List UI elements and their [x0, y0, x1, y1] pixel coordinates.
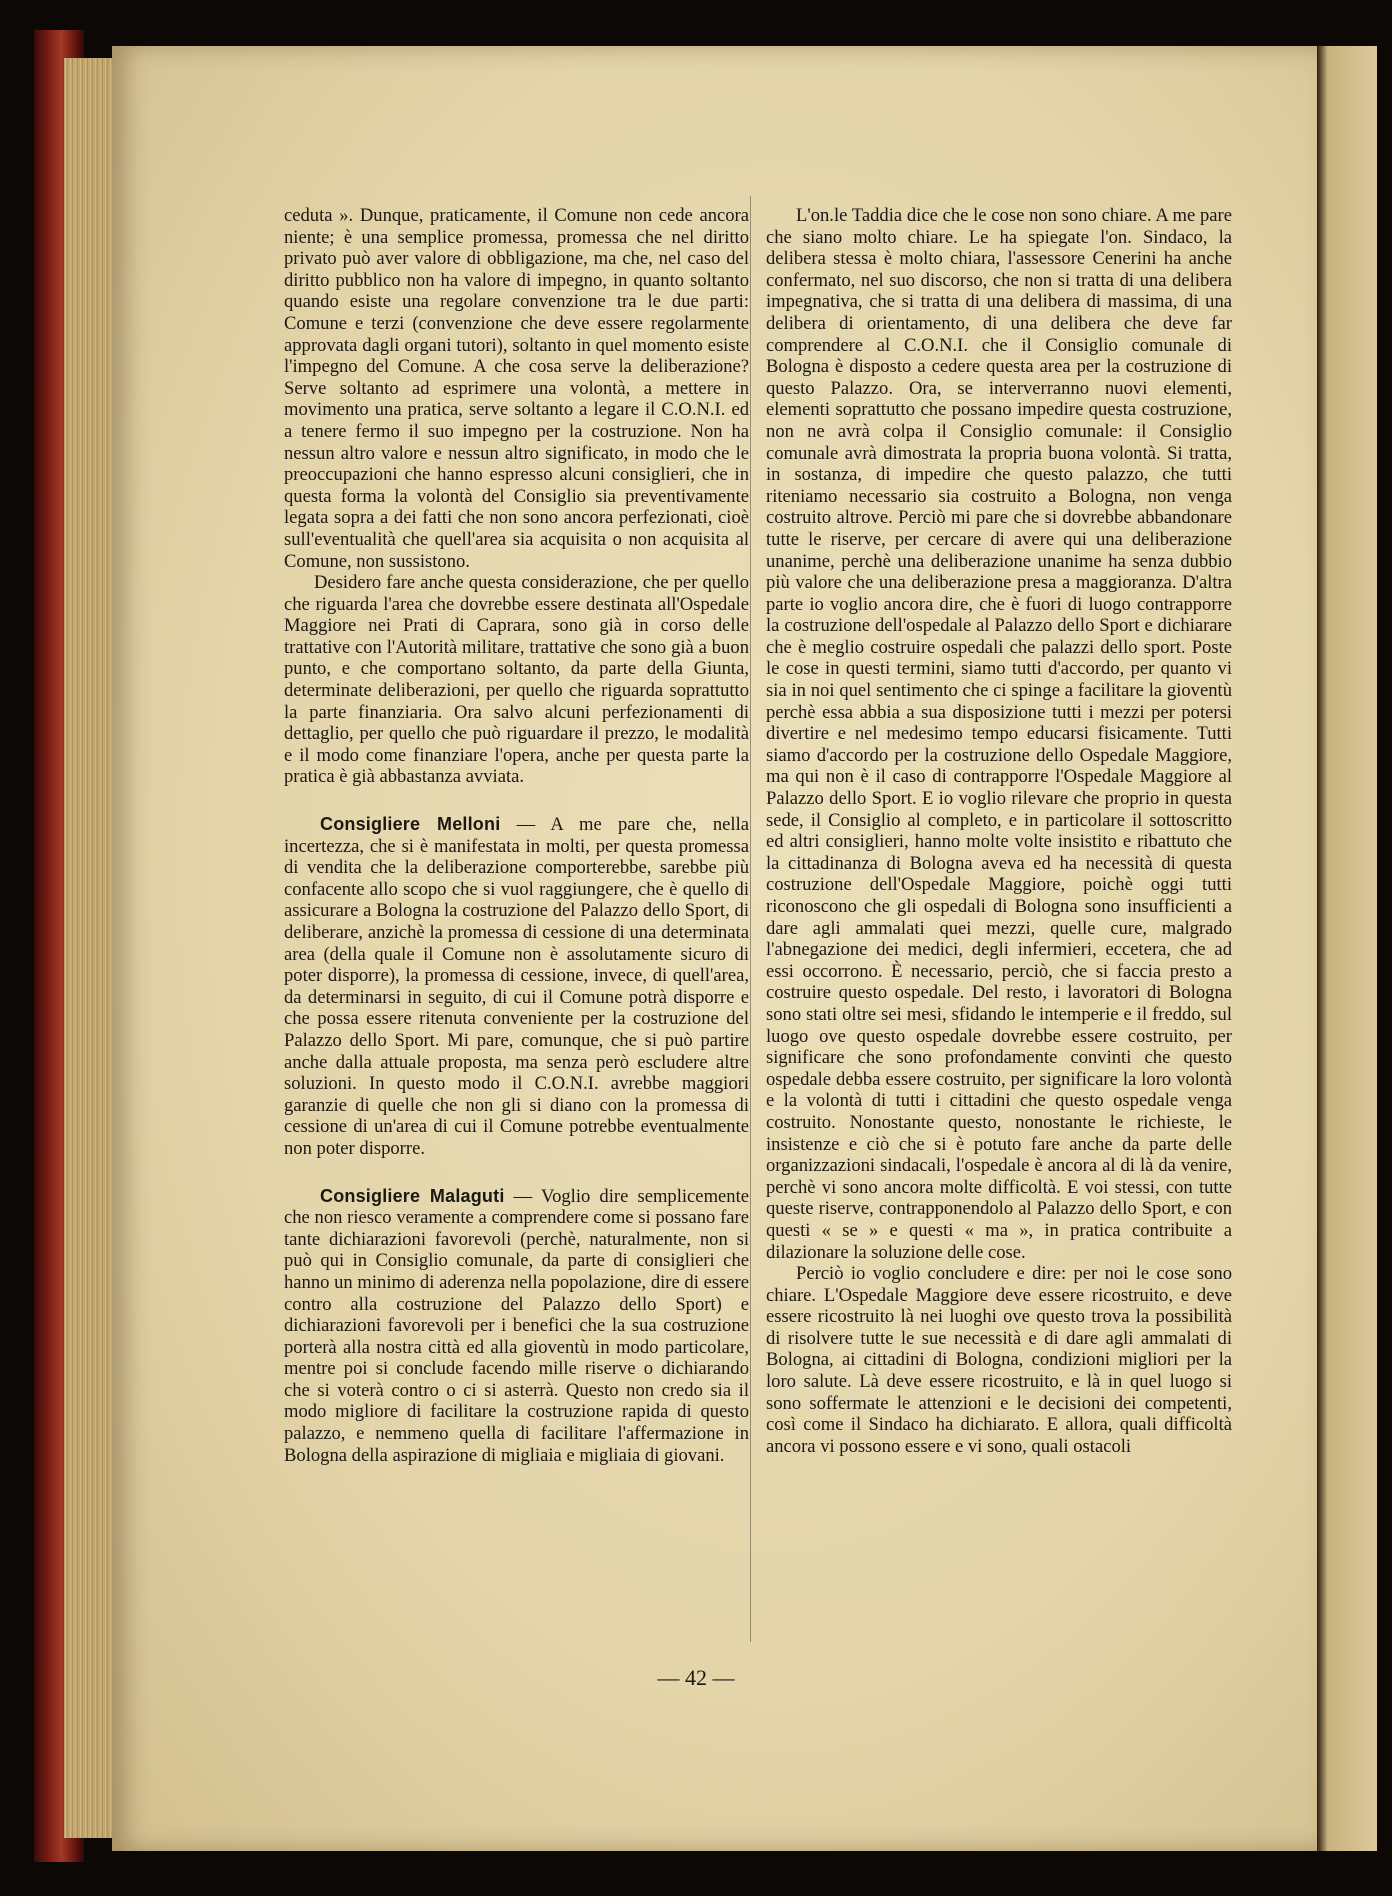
melloni-speech: — A me pare che, nella incertezza, che si è manifestata in molti, per questa promessa di vendita che la deliberazione comporterebbe, sarebbe più confacente allo scopo che si vuol raggiungere, che è quello di assicurare a Bologna la costruzione del Palazzo dello Sport, di deliberare, anzichè la promessa di cessione di una determinata area (della quale il Comune non è assolutamente sicuro di poter disporre), la promessa di cessione, invece, di quell'area, da determinarsi in seguito, di cui il Comune potrà disporre e che possa essere ritenuta conveniente per la costruzione del Palazzo dello Sport. Mi pare, comunque, che si può partire anche dalla attuale proposta, ma senza però escludere altre soluzioni. In questo modo il C.O.N.I. avrebbe maggiori garanzie di quelle che non gli si diano con la promessa di cessione di un'area di cui il Comune potrebbe eventualmente non poter disporre.	[284, 814, 750, 1159]
column-divider	[750, 196, 751, 1642]
speaker-name-malaguti: Consigliere Malaguti	[320, 1185, 505, 1206]
speaker-name-melloni: Consigliere Melloni	[320, 814, 501, 835]
right-paragraph-1: L'on.le Taddia dice che le cose non sono chiare. A me pare che siano molto chiare. Le ha spiegate l'on. Sindaco, la delibera stessa è molto chiara, l'assessore Cenerini ha anche confermato, nel suo discorso, che non si tratta di una delibera impegnativa, che si tratta di una delibera di massima, di una delibera di orientamento, di una delibera che deve far comprendere al C.O.N.I. che il Consiglio comunale di Bologna è disposto a cedere questa area per la costruzione di questo Palazzo. Ora, se interverranno nuovi elementi, elementi soprattutto che possano impedire questa costruzione, non ne avrà colpa il Consiglio comunale: il Consiglio comunale avrà dimostrata la propria buona volontà. Si tratta, in sostanza, di impedire che questo palazzo, che tutti riteniamo necessario sia costruito a Bologna, non venga costruito altrove. Perciò mi pare che si dovrebbe abbandonare tutte le riserve, per cercare di avere qui una deliberazione unanime, perchè una deliberazione unanime ha senza dubbio più valore che una deliberazione presa a maggioranza. D'altra parte io voglio ancora dire, che è fuori di luogo contrapporre la costruzione dell'ospedale al Palazzo dello Sport e dichiarare che è meglio costruire ospedali che palazzi dello sport. Poste le cose in questi termini, siamo tutti d'accordo, per quanto vi sia in noi quel sentimento che ci spinge a facilitare la gioventù perchè essa abbia a sua disposizione tutti i mezzi per potersi divertire e nel medesimo tempo educarsi fisicamente. Tutti siamo d'accordo per la costruzione dello Ospedale Maggiore, ma qui non è il caso di contrapporre l'Ospedale Maggiore al Palazzo dello Sport. E io voglio rilevare che proprio in questa sede, il Consiglio al completo, e in particolare il sottoscritto ed altri consiglieri, hanno molte volte insistito e ribattuto che la cittadinanza di Bologna aveva ed ha necessità di questa costruzione dell'Ospedale Maggiore, poichè oggi tutti riconoscono che gli ospedali di Bologna sono insufficienti a dare agli ammalati quei mezzi, quelle cure, malgrado l'abnegazione dei medici, degli infermieri, eccetera, che ad essi occorrono. È necessario, perciò, che si faccia presto a costruire questo ospedale. Del resto, i lavoratori di Bologna sono stati oltre sei mesi, sfidando le intemperie e il freddo, sul luogo ove questo ospedale dovrebbe essere costruito, per significare che sono profondamente convinti che questo ospedale debba essere costruito, per significare la loro volontà e la volontà di tutti i cittadini che questo ospedale venga costruito. Nonostante questo, nonostante le richieste, le insistenze e ciò che si è potuto fare anche da parte delle organizzazioni sindacali, l'ospedale è ancora al di là da venire, perchè vi sono ancora molte difficoltà. E voi stessi, con tutte queste riserve, contrapponendolo al Palazzo dello Sport, e con questi « se » e questi « ma », in pratica contribuite a dilazionare la soluzione delle cose.	[766, 205, 1232, 1263]
melloni-paragraph	[284, 814, 749, 1160]
right-column	[766, 205, 1232, 1457]
malaguti-speech: — Voglio dire semplicemente che non riesco veramente a comprendere come si possano fare tante dichiarazioni favorevoli (perchè, naturalmente, non si può qui in Consiglio comunale, da parte di consiglieri che hanno un minimo di aderenza nella popolazione, dire di essere contro alla costruzione del Palazzo dello Sport) e dichiarazioni favorevoli per i benefici che la sua costruzione porterà alla nostra città ed alla gioventù in modo particolare, mentre poi si conclude facendo mille riserve o dichiarando che si voterà contro o ci si asterrà. Questo non credo sia il modo migliore di facilitare la costruzione rapida di questo palazzo, e nemmeno quella di facilitare l'affermazione in Bologna della aspirazione di migliaia e migliaia di giovani.	[284, 1185, 749, 1466]
right-paragraph-2: Perciò io voglio concludere e dire: per noi le cose sono chiare. L'Ospedale Maggiore deve essere ricostruito, e deve essere ricostruito là nei luoghi ove questo trova la possibilità di risolvere tutte le sue necessità e di dare agli ammalati di Bologna, ai cittadini di Bologna, condizioni migliori per la loro salute. Là deve essere ricostruito, e là in quel luogo si sono soffermate le attenzioni e le decisioni dei competenti, così come il Sindaco ha dichiarato. E allora, quali difficoltà ancora vi possono essere e vi sono, quali ostacoli	[766, 1263, 1232, 1457]
malaguti-paragraph	[284, 1186, 749, 1467]
left-paragraph-2: Desidero fare anche questa considerazione, che per quello che riguarda l'area che dovrebbe essere destinata all'Ospedale Maggiore nei Prati di Caprara, sono già in corso delle trattative con l'Autorità militare, trattative che sono già a buon punto, e che comportano soltanto, da parte della Giunta, determinate deliberazioni, per quello che riguarda soprattutto la parte finanziaria. Ora salvo alcuni perfezionamenti di dettaglio, per quello che può riguardare il prezzo, le modalità e il modo come finanziare l'opera, anche per questa parte la pratica è già abbastanza avviata.	[284, 572, 749, 788]
facing-page-edge	[1317, 46, 1377, 1851]
left-column	[284, 205, 749, 1466]
left-paragraph-1: ceduta ». Dunque, praticamente, il Comune non cede ancora niente; è una semplice promessa, promessa che nel diritto privato può aver valore di obbligazione, ma che, nel caso del diritto pubblico non ha valore di impegno, in quanto soltanto quando esiste una regolare convenzione tra le due parti: Comune e terzi (convenzione che deve essere regolarmente approvata dagli organi tutori), soltanto in quel momento esiste l'impegno del Comune. A che cosa serve la deliberazione? Serve soltanto ad esprimere una volontà, a mettere in movimento una pratica, serve soltanto a legare il C.O.N.I. ed a tenere fermo il suo impegno per la costruzione. Non ha nessun altro valore e nessun altro significato, in modo che le preoccupazioni che hanno espresso alcuni consiglieri, che in questa forma la volontà del Consiglio sia preventivamente legata sopra a dei fatti che non sono ancora perfezionati, cioè sull'eventualità che quell'area sia acquisita o non acquisita al Comune, non sussistono.	[284, 205, 749, 572]
page-number: — 42 —	[657, 1665, 735, 1690]
